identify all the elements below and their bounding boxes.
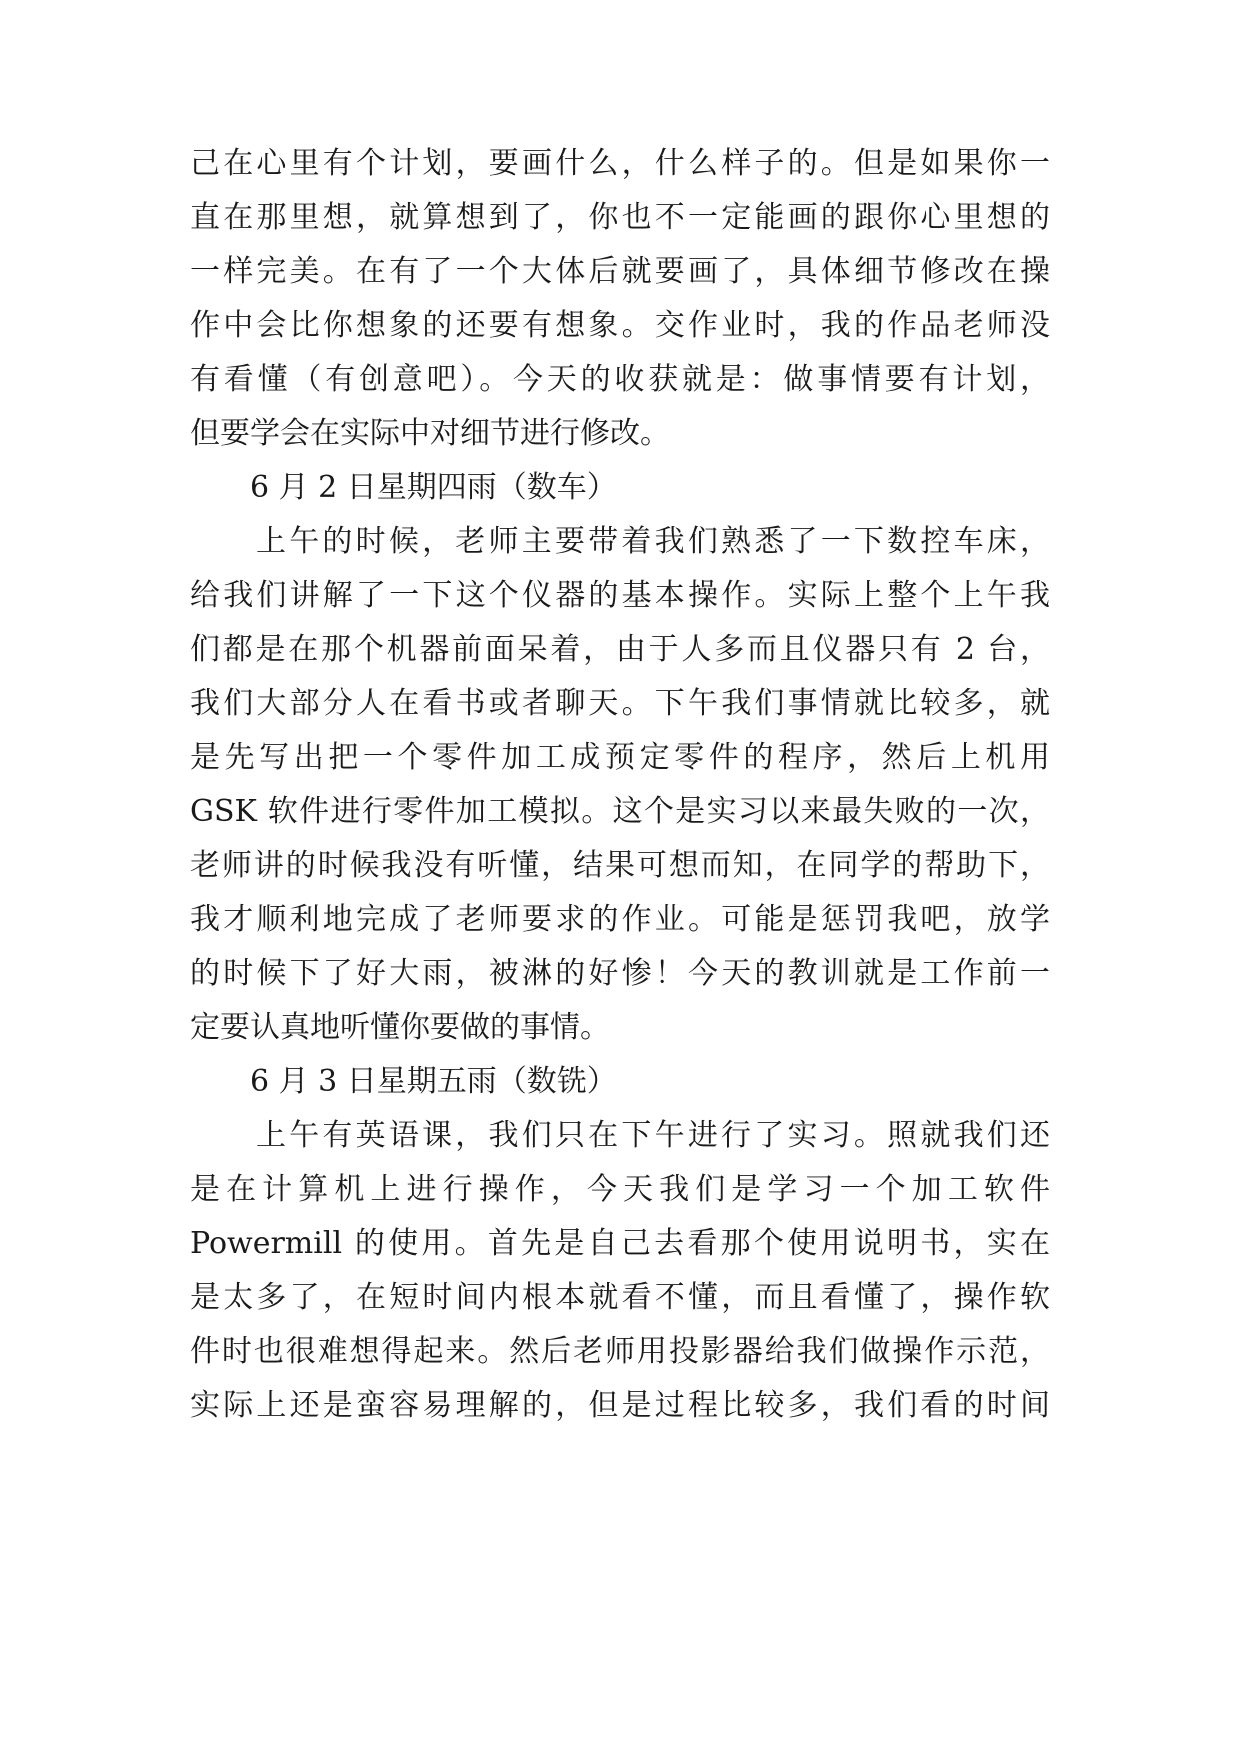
paragraph-1-line-2: 直在那里想，就算想到了，你也不一定能画的跟你心里想的 [190,200,1050,235]
date-heading-june-2: 6 月 2 日星期四雨（数车） [250,470,617,505]
paragraph-3-line-1: 上午有英语课，我们只在下午进行了实习。照就我们还 [256,1118,1050,1153]
paragraph-2-line-8: 我才顺利地完成了老师要求的作业。可能是惩罚我吧，放学 [190,902,1050,937]
paragraph-2-line-1: 上午的时候，老师主要带着我们熟悉了一下数控车床， [256,524,1050,559]
paragraph-1-line-5: 有看懂（有创意吧）。今天的收获就是：做事情要有计划， [190,362,1050,397]
paragraph-1-line-3: 一样完美。在有了一个大体后就要画了，具体细节修改在操 [190,254,1050,289]
paragraph-2-line-2: 给我们讲解了一下这个仪器的基本操作。实际上整个上午我 [190,578,1050,613]
paragraph-3-line-6: 实际上还是蛮容易理解的，但是过程比较多，我们看的时间 [190,1388,1050,1423]
paragraph-2-line-3: 们都是在那个机器前面呆着，由于人多而且仪器只有 2 台， [190,632,1050,667]
paragraph-1-line-6: 但要学会在实际中对细节进行修改。 [190,416,670,451]
paragraph-1-line-1: 己在心里有个计划，要画什么，什么样子的。但是如果你一 [190,146,1050,181]
paragraph-1-line-4: 作中会比你想象的还要有想象。交作业时，我的作品老师没 [190,308,1050,343]
date-heading-june-3: 6 月 3 日星期五雨（数铣） [250,1064,617,1099]
paragraph-2-line-4: 我们大部分人在看书或者聊天。下午我们事情就比较多，就 [190,686,1050,721]
paragraph-3-line-2: 是在计算机上进行操作，今天我们是学习一个加工软件 [190,1172,1050,1207]
paragraph-2-line-5: 是先写出把一个零件加工成预定零件的程序，然后上机用 [190,740,1050,775]
paragraph-2-line-7: 老师讲的时候我没有听懂，结果可想而知，在同学的帮助下， [190,848,1050,883]
paragraph-3-line-5: 件时也很难想得起来。然后老师用投影器给我们做操作示范， [190,1334,1050,1369]
paragraph-2-line-10: 定要认真地听懂你要做的事情。 [190,1010,610,1045]
paragraph-3-line-4: 是太多了，在短时间内根本就看不懂，而且看懂了，操作软 [190,1280,1050,1315]
paragraph-2-line-6: GSK 软件进行零件加工模拟。这个是实习以来最失败的一次， [190,794,1050,829]
paragraph-2-line-9: 的时候下了好大雨，被淋的好惨！今天的教训就是工作前一 [190,956,1050,991]
paragraph-3-line-3: Powermill 的使用。首先是自己去看那个使用说明书，实在 [190,1226,1050,1261]
